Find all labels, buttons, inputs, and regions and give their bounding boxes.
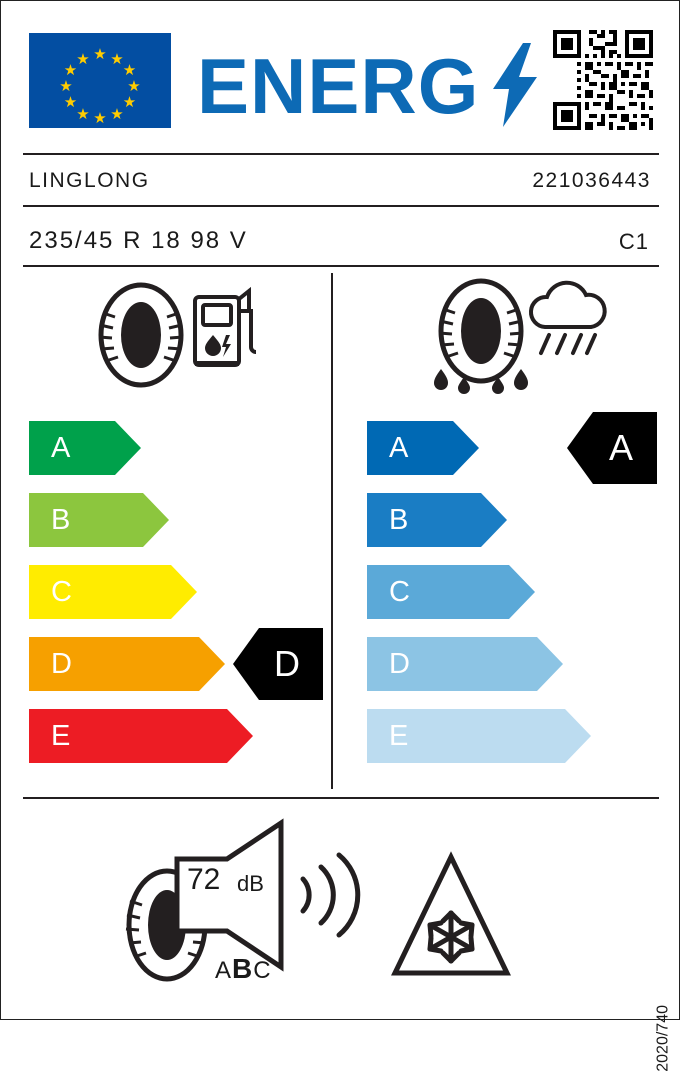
noise-class-a: A: [215, 957, 233, 984]
fuel-grade-letter: B: [51, 504, 71, 536]
wet-grade-letter: C: [389, 576, 410, 608]
divider-vertical: [331, 273, 333, 789]
label-header: [1, 1, 681, 151]
eu-flag-stars: ★ ★ ★ ★ ★ ★ ★ ★ ★ ★ ★ ★: [59, 46, 141, 127]
wet-rating-letter: A: [608, 427, 633, 468]
noise-unit: dB: [237, 871, 264, 896]
page-title: ENERG: [197, 42, 480, 130]
divider-3: [23, 265, 659, 267]
wet-grade-letter: D: [389, 648, 410, 680]
noise-class-c: C: [253, 957, 272, 984]
divider-4: [23, 797, 659, 799]
type-code: 221036443: [532, 169, 651, 192]
snowflake-mountain-icon: [389, 851, 513, 981]
brand-name: LINGLONG: [29, 169, 150, 192]
tyre-size: 235/45 R 18 98 V: [29, 227, 248, 254]
regulation-reference: 2020/740: [655, 1005, 672, 1072]
noise-class-scale: [215, 953, 272, 985]
eu-flag-icon: [29, 33, 171, 128]
fuel-rating-letter: D: [274, 643, 300, 684]
wet-grade-letter: E: [389, 720, 409, 752]
wet-grade-letter: A: [389, 432, 409, 464]
tyre-wet-icon: [431, 283, 531, 393]
divider-1: [23, 153, 659, 155]
rain-cloud-icon: [525, 283, 609, 363]
noise-class-b: B: [232, 953, 254, 984]
fuel-grade-letter: E: [51, 720, 71, 752]
fuel-grade-letter: C: [51, 576, 72, 608]
divider-2: [23, 205, 659, 207]
sound-waves-icon: [297, 847, 357, 943]
tyre-class: C1: [618, 229, 649, 254]
wet-grade-letter: B: [389, 504, 409, 536]
wet-rating-badge: [567, 412, 657, 484]
fuel-grade-letter: A: [51, 432, 71, 464]
noise-value: 72: [187, 863, 221, 896]
tyre-icon: [91, 283, 191, 388]
fuel-grade-letter: D: [51, 648, 72, 680]
fuel-pump-icon: [193, 285, 259, 367]
qr-code-icon: [553, 30, 653, 130]
fuel-rating-badge: [233, 628, 323, 700]
lightning-bolt-icon: [493, 43, 537, 127]
